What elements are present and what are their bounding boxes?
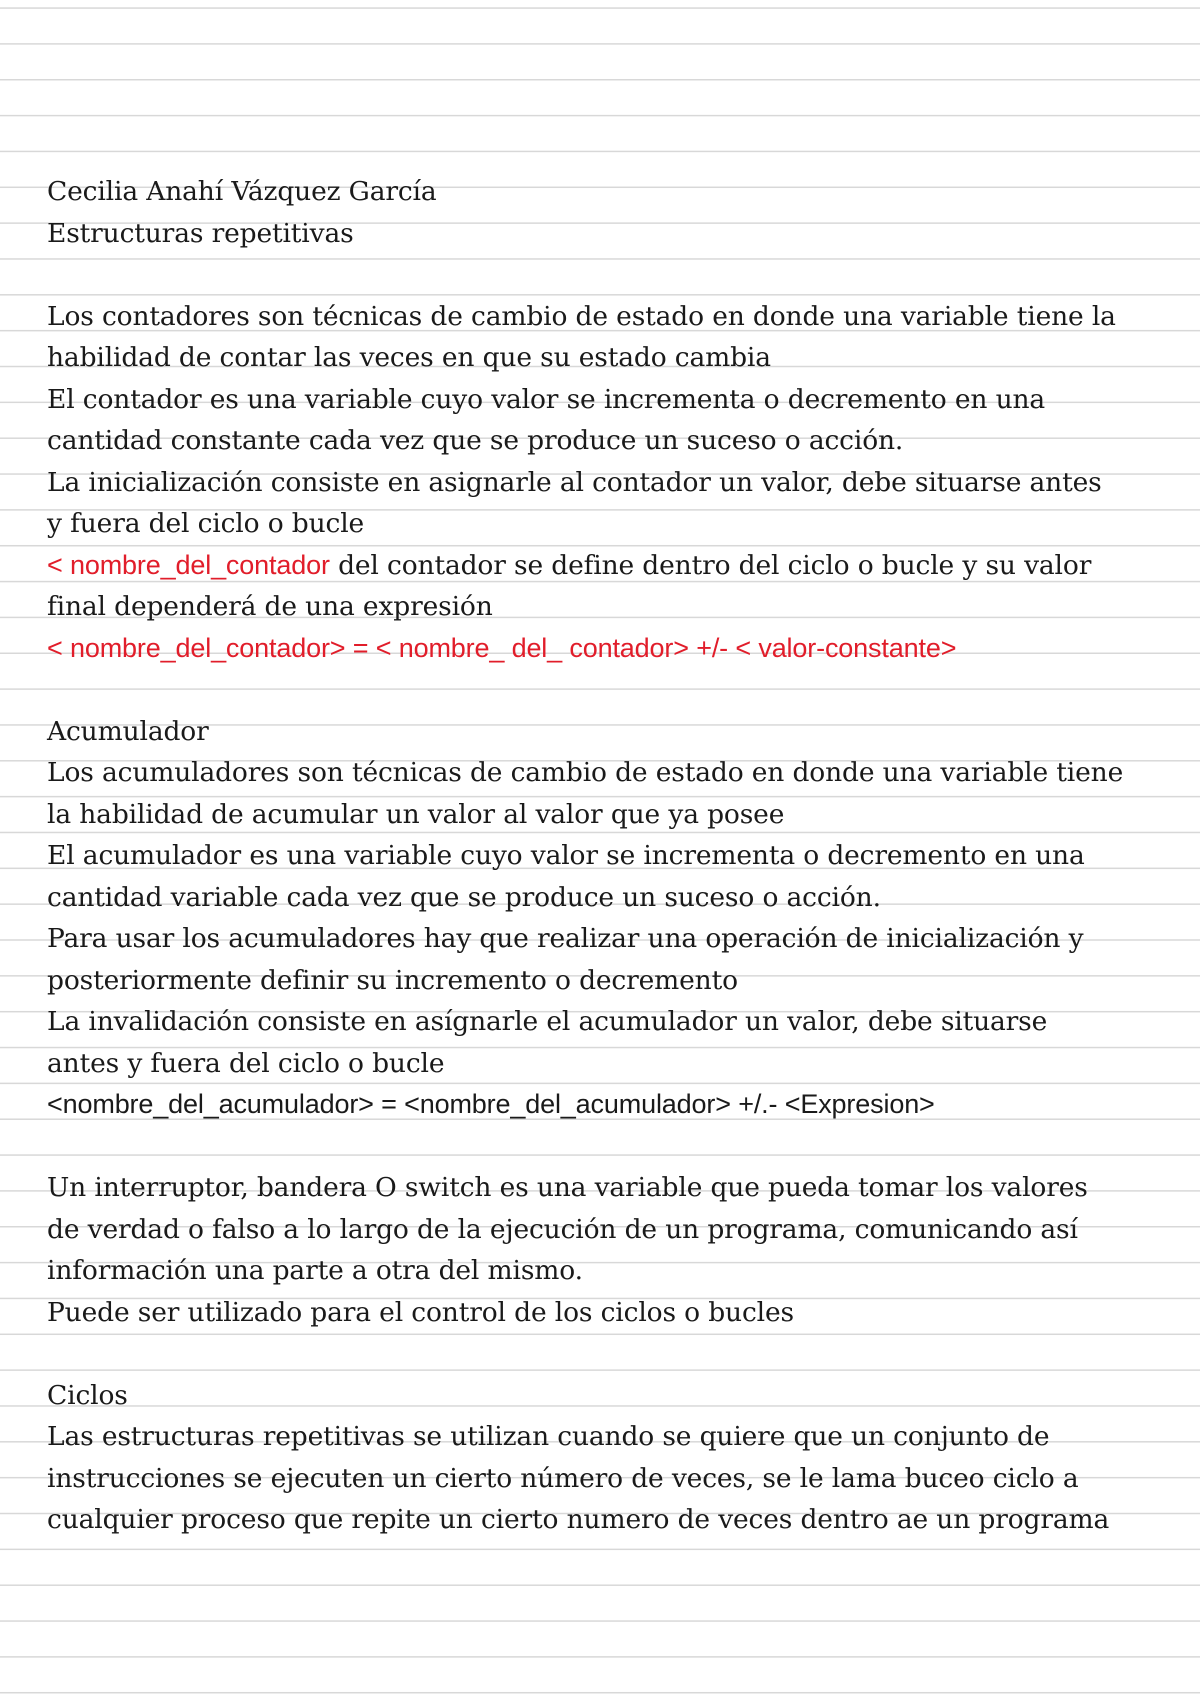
contadores-line: y fuera del ciclo o bucle (47, 508, 365, 539)
contadores-line: cantidad constante cada vez que se produce un suceso o acción. (47, 425, 904, 456)
spacer (47, 1333, 1167, 1375)
notes-body (47, 171, 1167, 1541)
contadores-line: final dependerá de una expresión (47, 591, 493, 622)
contadores-line: La inicialización consiste en asignarle al contador un valor, debe situarse antes (47, 466, 1102, 498)
interruptor-line: Puede ser utilizado para el control de los ciclos o bucles (47, 1296, 794, 1328)
interruptor-line: Un interruptor, bandera O switch es una variable que pueda tomar los valores (47, 1172, 1088, 1203)
acumulador-heading: Acumulador (47, 715, 209, 747)
interruptor-line: de verdad o falso a lo largo de la ejecución de un programa, comunicando así (47, 1213, 1078, 1245)
spacer (47, 669, 1167, 711)
contadores-line: El contador es una variable cuyo valor se incrementa o decremento en una (47, 383, 1046, 415)
acumulador-line: La invalidación consiste en asígnarle el acumulador un valor, debe situarse (47, 1006, 1048, 1037)
acumulador-line: cantidad variable cada vez que se produce un suceso o acción. (47, 881, 881, 913)
contadores-line: habilidad de contar las veces en que su estado cambia (47, 342, 771, 373)
contadores-line (47, 545, 1167, 587)
ciclos-line: instrucciones se ejecuten un cierto número de veces, se le lama buceo ciclo a (47, 1462, 1079, 1494)
contadores-line: Los contadores son técnicas de cambio de estado en donde una variable tiene la (47, 300, 1116, 332)
spacer (47, 1126, 1167, 1168)
acumulador-line: la habilidad de acumular un valor al valor que ya posee (47, 798, 785, 830)
acumulador-line: antes y fuera del ciclo o bucle (47, 1047, 445, 1079)
document-subject: Estructuras repetitivas (47, 217, 354, 249)
contador-formula: < nombre_del_contador> = < nombre_ del_ contador> +/- < valor-constante> (47, 632, 957, 663)
spacer (47, 254, 1167, 296)
contador-variable-highlight: < nombre_del_contador (47, 549, 330, 580)
acumulador-line: El acumulador es una variable cuyo valor se incrementa o decremento en una (47, 840, 1085, 871)
acumulador-line: posteriormente definir su incremento o decremento (47, 964, 738, 996)
ciclos-heading: Ciclos (47, 1379, 128, 1411)
acumulador-line: Los acumuladores son técnicas de cambio de estado en donde una variable tiene (47, 757, 1124, 788)
contadores-text: del contador se define dentro del ciclo o bucle y su valor (329, 549, 1092, 581)
ciclos-line: cualquier proceso que repite un cierto numero de veces dentro ae un programa (47, 1504, 1110, 1535)
author-name: Cecilia Anahí Vázquez García (47, 176, 437, 207)
acumulador-formula: <nombre_del_acumulador> = <nombre_del_acumulador> +/.- <Expresion> (47, 1089, 935, 1119)
interruptor-line: información una parte a otra del mismo. (47, 1255, 583, 1286)
ciclos-line: Las estructuras repetitivas se utilizan cuando se quiere que un conjunto de (47, 1421, 1050, 1452)
acumulador-line: Para usar los acumuladores hay que realizar una operación de inicialización y (47, 923, 1084, 954)
